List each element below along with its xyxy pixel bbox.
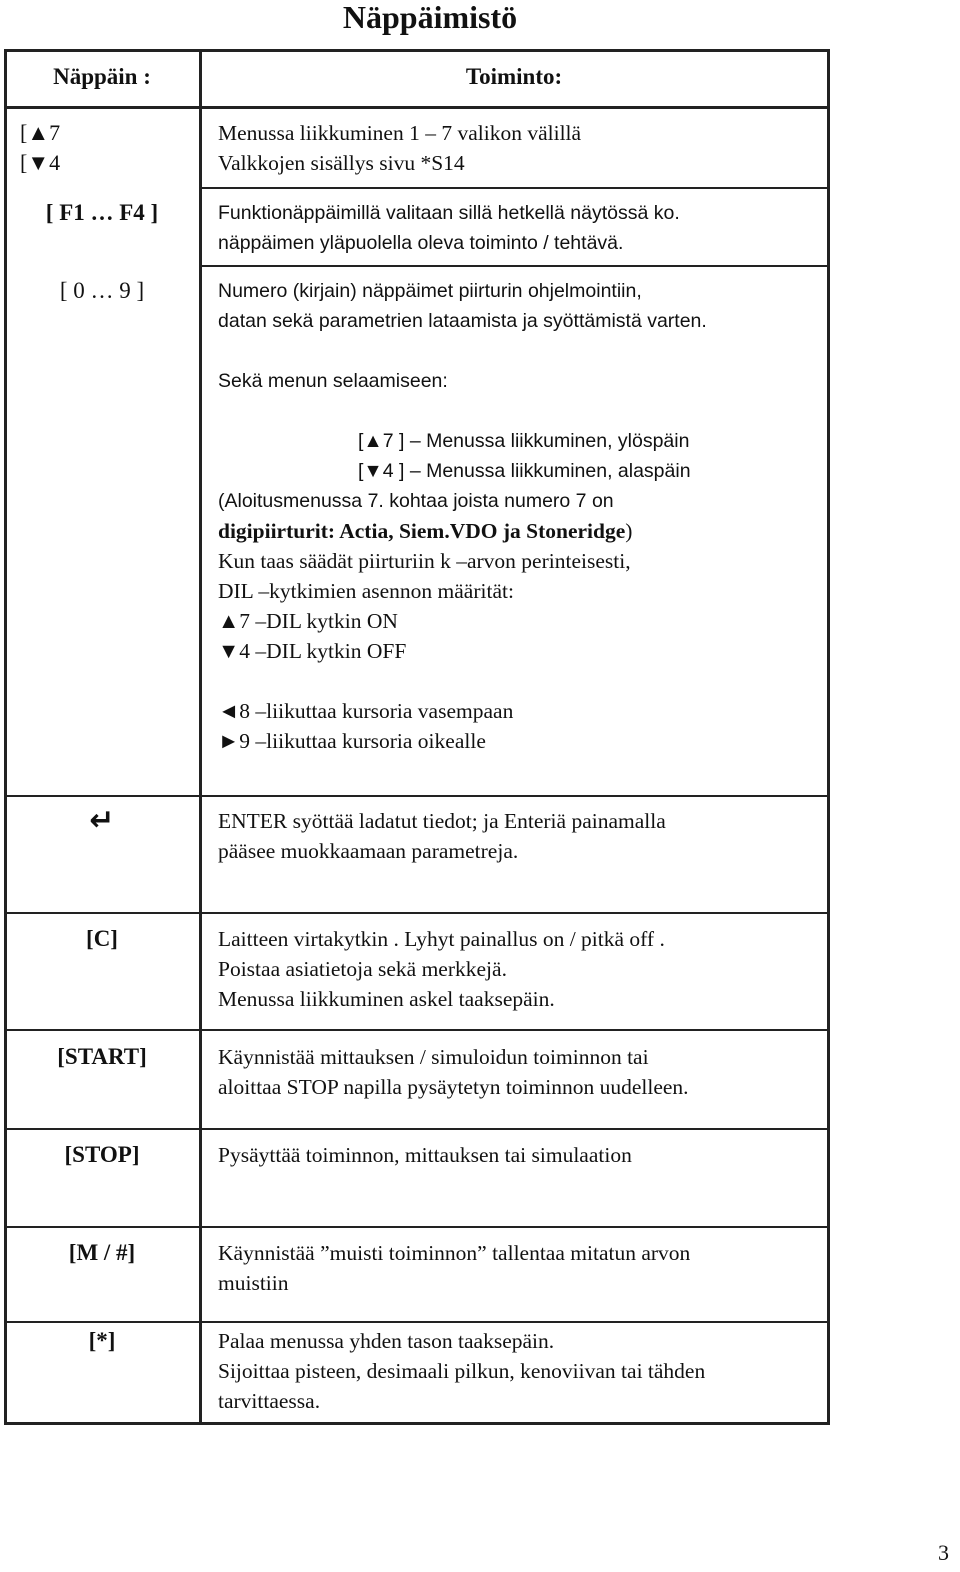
key-start: [START]	[57, 1044, 147, 1069]
desc-menu-arrows: [▲7 ] – Menussa liikkuminen, ylöspäin [▼4 ] – Menussa liikkuminen, alaspäin (Aloitusmenussa 7. kohtaa joista numero 7 on	[218, 430, 691, 512]
key-memory: [M / #]	[68, 1240, 136, 1265]
desc-star: Palaa menussa yhden tason taaksepäin. Sijoittaa pisteen, desimaali pilkun, kenoviivan tai tähden tarvittaessa.	[218, 1329, 706, 1413]
table-border-right	[827, 49, 830, 1425]
desc-start: Käynnistää mittauksen / simuloidun toiminnon tai aloittaa STOP napilla pysäytetyn toiminnon uudelleen.	[218, 1045, 689, 1099]
desc-c: Laitteen virtakytkin . Lyhyt painallus on / pitkä off . Poistaa asiatietoja sekä merkkejä. Menussa liikkuminen askel taaksepäin.	[218, 927, 665, 1011]
row-divider	[4, 795, 830, 797]
page-number: 3	[938, 1540, 949, 1565]
row-divider	[4, 1226, 830, 1228]
row-divider	[4, 1128, 830, 1130]
desc-arrows: Menussa liikkuminen 1 – 7 valikon välillä Valkkojen sisällys sivu *S14	[218, 121, 582, 175]
desc-menu-browse: Sekä menun selaamiseen:	[218, 370, 448, 392]
table-column-divider	[199, 49, 202, 1425]
key-arrow-up: [▲7	[20, 120, 61, 145]
row-divider	[200, 265, 830, 267]
header-key: Näppäin :	[53, 64, 151, 89]
row-divider	[200, 187, 830, 189]
row-divider	[4, 1029, 830, 1031]
enter-icon: ↵	[89, 803, 115, 838]
desc-function-keys: Funktionäppäimillä valitaan sillä hetkellä näytössä ko. näppäimen yläpuolella oleva toiminto / tehtävä.	[218, 202, 680, 254]
row-divider	[4, 1321, 830, 1323]
table-border-bottom	[4, 1422, 830, 1425]
page-title: Näppäimistö	[342, 0, 518, 35]
table-border-top	[4, 49, 830, 52]
desc-number-keys: Numero (kirjain) näppäimet piirturin ohjelmointiin, datan sekä parametrien lataamista ja syöttämistä varten.	[218, 280, 707, 332]
desc-memory: Käynnistää ”muisti toiminnon” tallentaa mitatun arvon muistiin	[218, 1241, 691, 1295]
desc-enter: ENTER syöttää ladatut tiedot; ja Enteriä painamalla pääsee muokkaamaan parametreja.	[218, 809, 666, 863]
key-c: [C]	[86, 926, 118, 951]
key-arrows	[20, 118, 180, 178]
row-divider	[4, 912, 830, 914]
desc-digital-tachographs: digipiirturit: Actia, Siem.VDO ja Stoneridge) Kun taas säädät piirturiin k –arvon perinteisesti, DIL –kytkimien asennon määrität: ▲7 –DIL kytkin ON ▼4 –DIL kytkin OFF	[218, 519, 633, 663]
table-border-left	[4, 49, 7, 1425]
desc-cursor-keys: ◄8 –liikuttaa kursoria vasempaan ►9 –liikuttaa kursoria oikealle	[218, 699, 514, 753]
key-arrow-down: [▼4	[20, 150, 61, 175]
key-number-keys: [ 0 … 9 ]	[59, 278, 145, 303]
header-function: Toiminto:	[465, 64, 563, 89]
key-stop: [STOP]	[64, 1142, 140, 1167]
key-star: [*]	[88, 1328, 116, 1353]
desc-stop: Pysäyttää toiminnon, mittauksen tai simulaation	[218, 1143, 632, 1167]
header-divider	[4, 106, 830, 109]
key-function-keys: [ F1 … F4 ]	[45, 200, 159, 225]
